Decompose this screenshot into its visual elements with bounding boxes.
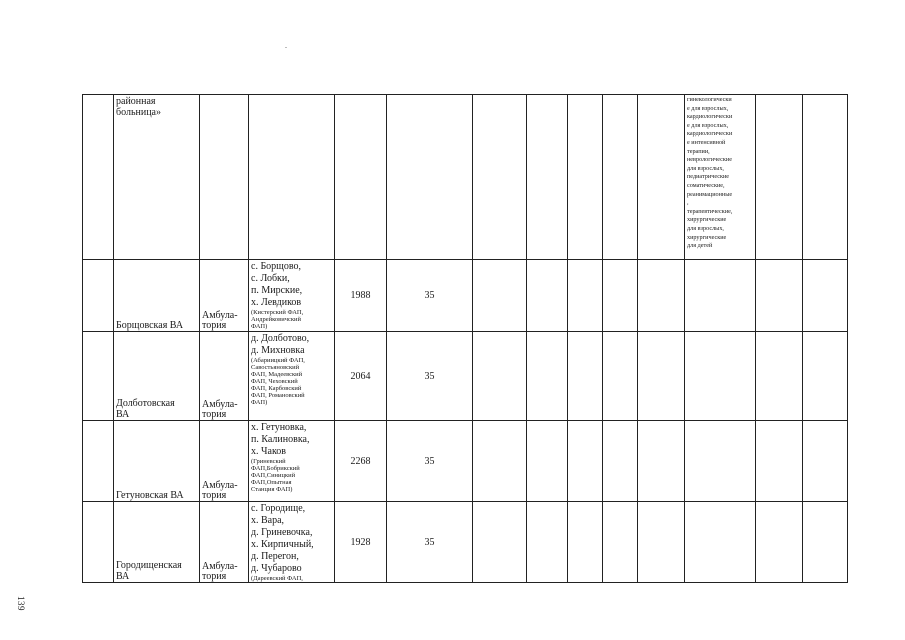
empty-cell: [568, 260, 603, 332]
empty-cell: [756, 502, 803, 583]
indicator-value: 35: [387, 502, 473, 583]
fap-line: ФАП, Карбовский: [251, 385, 302, 392]
indicator-value: 35: [387, 332, 473, 421]
empty-cell: [638, 260, 685, 332]
table-row: [83, 260, 848, 332]
facility-type-line: Амбула-: [202, 561, 238, 572]
empty-cell: [473, 332, 527, 421]
bed-profiles-list: [685, 95, 756, 260]
population-value: 1988: [335, 260, 387, 332]
bed-profile-line: терапевтические,: [687, 207, 733, 215]
indicator-value: 35: [387, 260, 473, 332]
table-row-continued: [83, 95, 848, 260]
facility-type: [200, 421, 249, 502]
facility-type: [200, 502, 249, 583]
empty-cell: [803, 332, 848, 421]
facility-name-line: Борщовская ВА: [116, 320, 184, 331]
population-value: 2268: [335, 421, 387, 502]
empty-cell: [638, 332, 685, 421]
bed-profile-line: для взрослых,: [687, 224, 724, 232]
empty-cell: [803, 260, 848, 332]
facility-type-line: Амбула-: [202, 310, 238, 321]
scan-speck: [285, 47, 287, 48]
facilities-table: [82, 94, 848, 583]
cell-index: [83, 260, 114, 332]
facility-name-line: ВА: [116, 571, 130, 582]
bed-profile-line: е интенсивной: [687, 138, 726, 146]
facility-type-line: Амбула-: [202, 480, 238, 491]
table-row: [83, 502, 848, 583]
settlement-line: х. Чаков: [251, 446, 287, 457]
table-row: [83, 421, 848, 502]
empty-cell: [568, 502, 603, 583]
bed-profile-line: для взрослых,: [687, 164, 724, 172]
cell-index: [83, 95, 114, 260]
empty-cell: [603, 421, 638, 502]
empty-cell: [638, 502, 685, 583]
table-row: [83, 332, 848, 421]
settlement-line: д. Чубарово: [251, 563, 302, 574]
settlement-line: х. Гетуновка,: [251, 422, 307, 433]
empty-cell: [638, 421, 685, 502]
bed-profile-line: кардиологически: [687, 130, 733, 138]
bed-profile-line: е для взрослых,: [687, 121, 729, 129]
served-settlements: [249, 502, 335, 583]
settlement-line: д. Михновка: [251, 345, 305, 356]
empty-cell: [603, 332, 638, 421]
empty-cell: [803, 502, 848, 583]
facility-name-line: Городищенская: [116, 560, 182, 571]
fap-line: Станция ФАП): [251, 486, 293, 493]
empty-cell: [527, 260, 568, 332]
bed-profile-line: хирургические: [687, 233, 727, 241]
facility-name: [114, 260, 200, 332]
empty-cell: [473, 421, 527, 502]
fap-line: (Абариицкий ФАП,: [251, 357, 305, 364]
settlement-line: х. Левдиков: [251, 297, 302, 308]
empty-cell: [527, 332, 568, 421]
fap-line: ФАП): [251, 399, 268, 406]
empty-cell: [756, 332, 803, 421]
settlement-line: д. Гриневочка,: [251, 527, 313, 538]
settlement-line: д. Долботово,: [251, 333, 310, 344]
settlement-line: с. Борщово,: [251, 261, 302, 272]
settlement-line: д. Перегон,: [251, 551, 299, 562]
settlement-line: с. Лобки,: [251, 273, 290, 284]
facility-type-line: тория: [202, 409, 227, 420]
empty-cell: [756, 260, 803, 332]
bed-profile-line: неврологические: [687, 156, 732, 164]
facility-type: [200, 332, 249, 421]
bed-profile-line: реанимационные: [687, 190, 733, 198]
settlement-line: х. Кирпичный,: [251, 539, 314, 550]
empty-cell: [527, 502, 568, 583]
empty-cell: [803, 421, 848, 502]
facility-name: районная больница»: [114, 95, 200, 260]
served-settlements: [249, 260, 335, 332]
facility-type-line: тория: [202, 571, 227, 582]
empty-cell: [603, 260, 638, 332]
facility-type-line: Амбула-: [202, 399, 238, 410]
settlement-line: с. Городище,: [251, 503, 306, 514]
fap-line: ФАП, Мадеевский: [251, 371, 303, 378]
bed-profile-line: терапии,: [687, 147, 710, 155]
bed-profile-line: для детей: [687, 242, 713, 250]
fap-line: ФАП,Опытная: [251, 479, 292, 486]
bed-profile-line: е для взрослых,: [687, 104, 729, 112]
empty-cell: [685, 260, 756, 332]
empty-cell: [473, 260, 527, 332]
indicator-value: 35: [387, 421, 473, 502]
fap-line: Савостьяновский: [251, 364, 300, 371]
fap-line: Андрейковичский: [251, 316, 301, 323]
empty-cell: [685, 332, 756, 421]
cell-index: [83, 421, 114, 502]
cell-index: [83, 332, 114, 421]
empty-cell: [527, 421, 568, 502]
fap-line: ФАП, Романовский: [251, 392, 305, 399]
cell-index: [83, 502, 114, 583]
page-number: 139: [16, 596, 26, 611]
fap-line: ФАП): [251, 323, 268, 330]
facility-name: [114, 502, 200, 583]
bed-profile-line: хирургические: [687, 216, 727, 224]
settlement-line: п. Калиновка,: [251, 434, 310, 445]
empty-cell: [756, 421, 803, 502]
bed-profile-line: гинекологически: [687, 96, 732, 103]
facility-type-line: тория: [202, 320, 227, 331]
empty-cell: [568, 332, 603, 421]
bed-profile-line: соматические,: [687, 181, 725, 189]
fap-line: (Кистерский ФАП,: [251, 309, 304, 316]
empty-cell: [685, 421, 756, 502]
fap-line: ФАП,Синицкий: [251, 472, 296, 479]
fap-line: ФАП,Бобрикский: [251, 465, 300, 472]
empty-cell: [473, 502, 527, 583]
fap-line: (Дареевский ФАП,: [251, 575, 303, 582]
bed-profile-line: педиатрические: [687, 173, 730, 181]
facility-name-line: ВА: [116, 409, 130, 420]
facility-name-line: Долботовская: [116, 398, 175, 409]
empty-cell: [685, 502, 756, 583]
settlement-line: х. Вара,: [251, 515, 285, 526]
facility-name: [114, 332, 200, 421]
served-settlements: [249, 332, 335, 421]
population-value: 2064: [335, 332, 387, 421]
empty-cell: [568, 421, 603, 502]
bed-profile-line: кардиологически: [687, 113, 733, 121]
served-settlements: [249, 421, 335, 502]
facility-name-line: Гетуновская ВА: [116, 490, 184, 501]
bed-profile-line: ,: [687, 199, 689, 207]
settlement-line: п. Мирские,: [251, 285, 303, 296]
fap-line: (Гриневский: [251, 458, 286, 465]
population-value: 1928: [335, 502, 387, 583]
empty-cell: [603, 502, 638, 583]
facility-type: [200, 260, 249, 332]
fap-line: ФАП, Чеховский: [251, 378, 298, 385]
facility-type-line: тория: [202, 490, 227, 501]
facility-name: [114, 421, 200, 502]
